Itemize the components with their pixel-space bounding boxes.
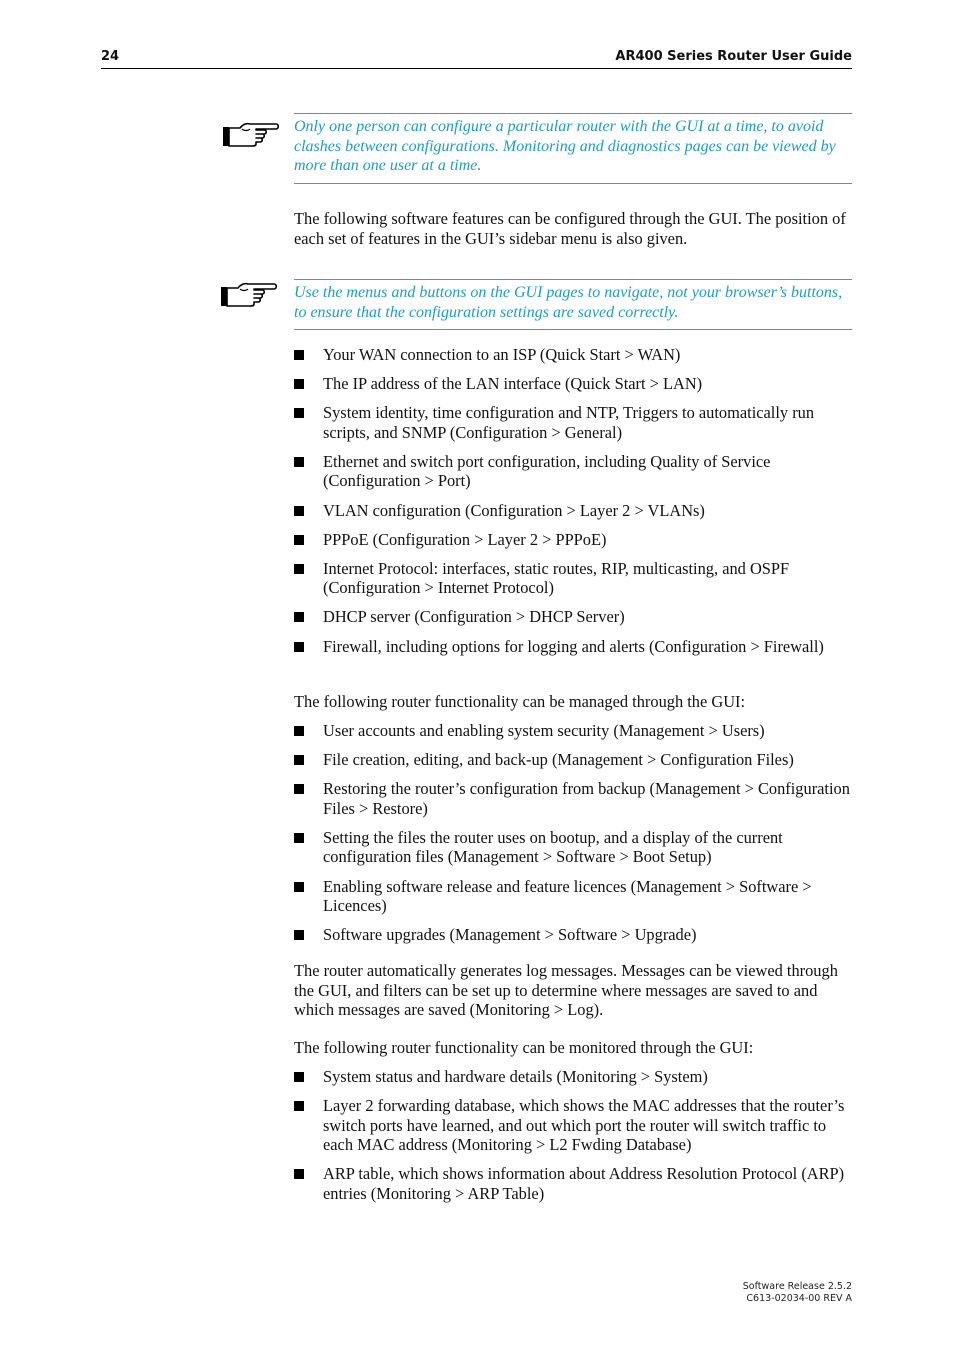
- bullet-icon: [294, 833, 304, 843]
- pointing-hand-icon: [222, 120, 280, 150]
- list-item: Setting the files the router uses on bootup, and a display of the current configuration files (Management > Software > Boot Setup): [294, 828, 854, 867]
- bullet-icon: [294, 642, 304, 652]
- bullet-icon: [294, 350, 304, 360]
- list-item: The IP address of the LAN interface (Quick Start > LAN): [294, 374, 854, 394]
- guide-title: AR400 Series Router User Guide: [615, 49, 852, 64]
- list-item: System status and hardware details (Monitoring > System): [294, 1067, 854, 1087]
- note-single-user: Only one person can configure a particular router with the GUI at a time, to avoid clashes between configurations. Monitoring and diagnostics pages can be viewed by more than one user at a time.: [294, 113, 852, 184]
- list-item: Layer 2 forwarding database, which shows the MAC addresses that the router’s switch ports have learned, and out which port the router will switch traffic to each MAC address (Monitoring > L2 Fwding Database): [294, 1096, 854, 1155]
- bullet-icon: [294, 379, 304, 389]
- list-item: Your WAN connection to an ISP (Quick Start > WAN): [294, 345, 854, 365]
- bullet-icon: [294, 1169, 304, 1179]
- bullet-icon: [294, 930, 304, 940]
- list-item: User accounts and enabling system security (Management > Users): [294, 721, 854, 741]
- monitored-features-list: [294, 1067, 854, 1204]
- page-footer: [743, 1281, 852, 1304]
- bullet-icon: [294, 535, 304, 545]
- software-release: Software Release 2.5.2: [742, 1281, 852, 1292]
- page-header: [101, 46, 852, 69]
- bullet-icon: [294, 726, 304, 736]
- page-number: 24: [101, 49, 120, 64]
- list-item: File creation, editing, and back-up (Management > Configuration Files): [294, 750, 854, 770]
- intro-monitored-paragraph: The following router functionality can be monitored through the GUI:: [294, 1038, 754, 1057]
- list-item: Internet Protocol: interfaces, static routes, RIP, multicasting, and OSPF (Configuration > Internet Protocol): [294, 559, 854, 598]
- list-item: Firewall, including options for logging and alerts (Configuration > Firewall): [294, 637, 854, 657]
- list-item: Restoring the router’s configuration from backup (Management > Configuration Files > Restore): [294, 779, 854, 818]
- list-item: PPPoE (Configuration > Layer 2 > PPPoE): [294, 530, 854, 550]
- list-item: System identity, time configuration and NTP, Triggers to automatically run scripts, and SNMP (Configuration > General): [294, 403, 854, 442]
- intro-configured-paragraph: The following software features can be configured through the GUI. The position of each set of features in the GUI’s sidebar menu is also given.: [294, 209, 846, 248]
- document-code: C613-02034-00 REV A: [746, 1292, 852, 1304]
- bullet-icon: [294, 408, 304, 418]
- bullet-icon: [294, 1101, 304, 1111]
- bullet-icon: [294, 784, 304, 794]
- bullet-icon: [294, 457, 304, 467]
- list-item: ARP table, which shows information about Address Resolution Protocol (ARP) entries (Monitoring > ARP Table): [294, 1164, 854, 1203]
- list-item: VLAN configuration (Configuration > Layer 2 > VLANs): [294, 501, 854, 521]
- list-item: DHCP server (Configuration > DHCP Server): [294, 607, 854, 627]
- list-item: Software upgrades (Management > Software > Upgrade): [294, 925, 854, 945]
- bullet-icon: [294, 506, 304, 516]
- bullet-icon: [294, 564, 304, 574]
- bullet-icon: [294, 755, 304, 765]
- list-item: Enabling software release and feature licences (Management > Software > Licences): [294, 877, 854, 916]
- bullet-icon: [294, 1072, 304, 1082]
- log-messages-paragraph: The router automatically generates log messages. Messages can be viewed through the GUI, and filters can be set up to determine where messages are saved to and which messages are saved (Monitoring > Log).: [294, 961, 838, 1020]
- list-item: Ethernet and switch port configuration, including Quality of Service (Configuration > Port): [294, 452, 854, 491]
- pointing-hand-icon: [220, 280, 278, 310]
- bullet-icon: [294, 612, 304, 622]
- note-navigation: Use the menus and buttons on the GUI pages to navigate, not your browser’s buttons, to ensure that the configuration settings are saved correctly.: [294, 279, 852, 330]
- bullet-icon: [294, 882, 304, 892]
- managed-features-list: [294, 721, 854, 945]
- configured-features-list: [294, 345, 854, 656]
- intro-managed-paragraph: The following router functionality can be managed through the GUI:: [294, 692, 746, 711]
